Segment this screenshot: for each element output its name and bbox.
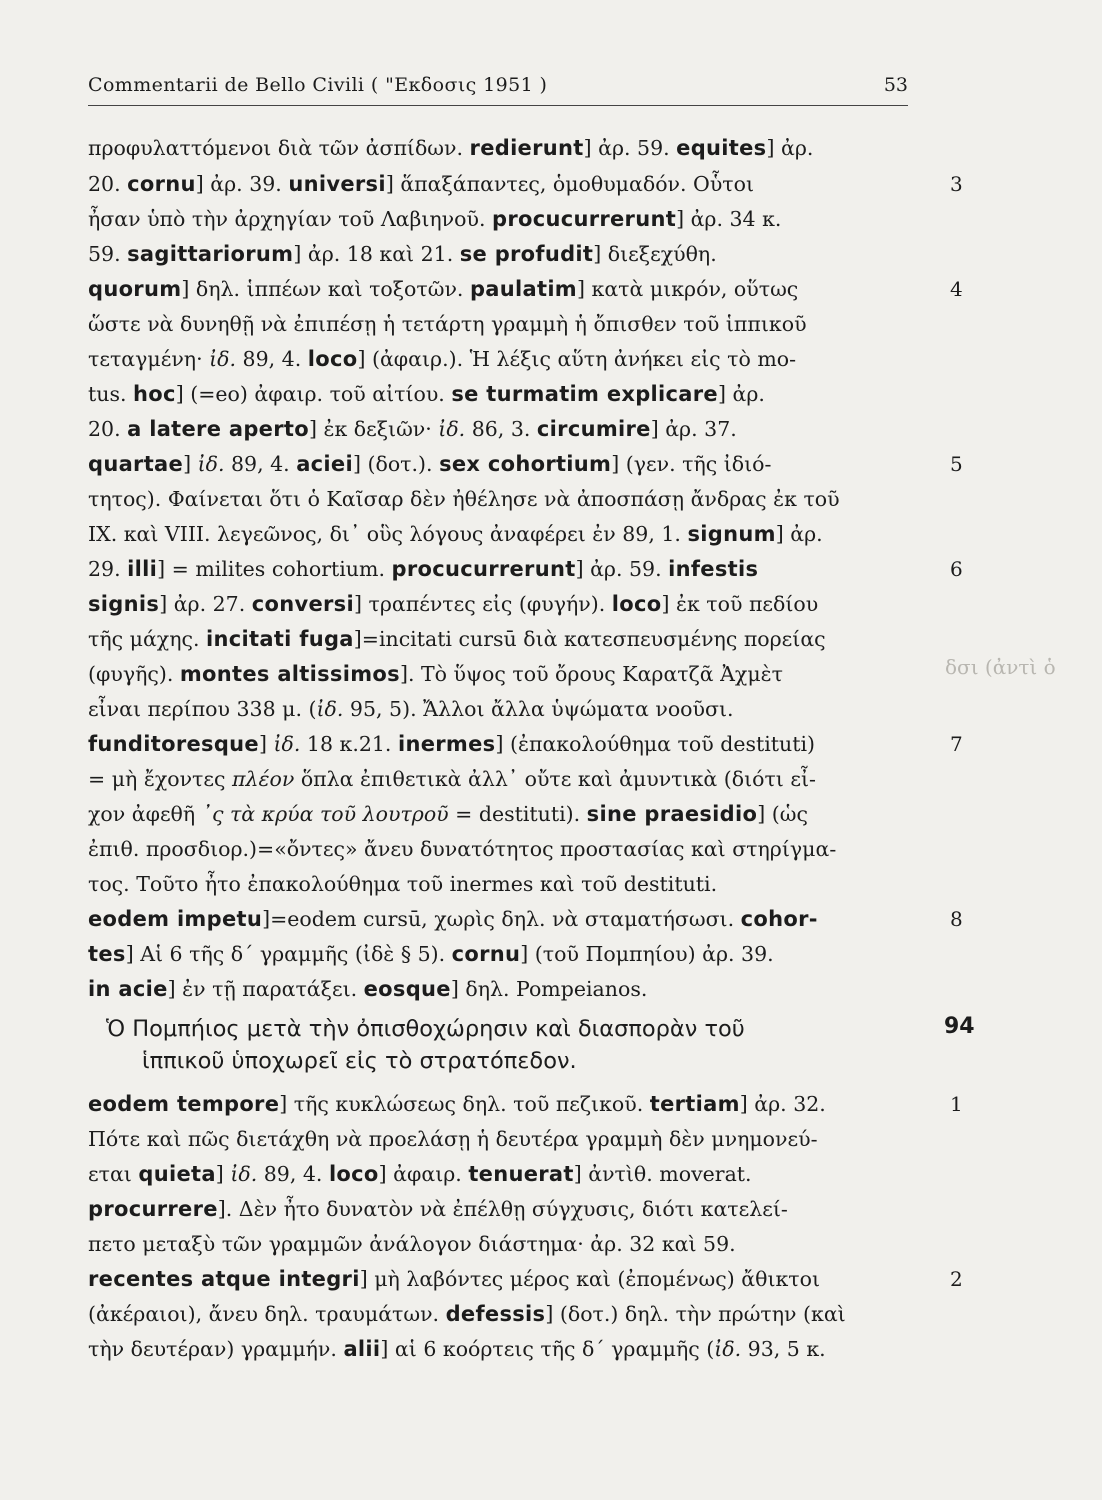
text-line: 20. a latere aperto] ἐκ δεξιῶν· ἰδ. 86, 3. circumire] ἀρ. 37.: [88, 417, 737, 441]
lemma: aciei: [296, 452, 353, 476]
show-through-text: δσι (ἀντὶ ὁ: [945, 655, 1056, 679]
text-line: funditoresque] ἰδ. 18 κ.21. inermes] (ἐπακολούθημα τοῦ destituti): [88, 732, 816, 756]
running-title: Commentarii de Bello Civili ( "Εκδοσις 1951 ): [88, 74, 548, 96]
lemma: se turmatim explicare: [451, 382, 718, 406]
section-heading-line: Ὁ Πομπήιος μετὰ τὴν ὀπισθοχώρησιν καὶ διασπορὰν τοῦ: [106, 1016, 745, 1042]
text-line: χον ἀφεθῆ ᾽ς τὰ κρύα τοῦ λουτροῦ = destituti). sine praesidio] (ὡς: [88, 802, 808, 826]
text-line: signis] ἀρ. 27. conversi] τραπέντες εἰς (φυγήν). loco] ἐκ τοῦ πεδίου: [88, 592, 819, 616]
text-line: procurrere]. Δὲν ἦτο δυνατὸν νὰ ἐπέλθῃ σύγχυσις, διότι κατελεί-: [88, 1197, 788, 1221]
text-line: Πότε καὶ πῶς διετάχθη νὰ προελάσῃ ἡ δευτέρα γραμμὴ δὲν μνημονεύ-: [88, 1127, 818, 1151]
lemma: sine praesidio: [586, 802, 758, 826]
text-line: τῆς μάχης. incitati fuga]=incitati cursū διὰ κατεσπευσμένης πορείας: [88, 627, 826, 651]
lemma: cohor-: [740, 907, 818, 931]
text-line: πετο μεταξὺ τῶν γραμμῶν ἀνάλογον διάστημα· ἀρ. 32 καὶ 59.: [88, 1232, 736, 1256]
lemma: eodem impetu: [88, 907, 263, 931]
text-line: ἐπιθ. προσδιορ.)=«ὄντες» ἄνευ δυνατότητος προστασίας καὶ στηρίγμα-: [88, 837, 837, 861]
chapter-number: 94: [944, 1014, 975, 1039]
text-line: 59. sagittariorum] ἀρ. 18 καὶ 21. se profudit] διεξεχύθη.: [88, 242, 717, 266]
margin-number: 1: [950, 1092, 963, 1116]
margin-number: 2: [950, 1267, 963, 1291]
text-line: eodem impetu]=eodem cursū, χωρὶς δηλ. νὰ σταματήσωσι. cohor-: [88, 907, 818, 931]
lemma: signum: [687, 522, 776, 546]
lemma: tertiam: [649, 1092, 740, 1116]
lemma: defessis: [445, 1302, 546, 1326]
section-heading: [106, 1013, 926, 1077]
lemma: hoc: [133, 382, 176, 406]
page-number: 53: [883, 74, 908, 96]
lemma: cornu: [127, 172, 196, 196]
lemma: in acie: [88, 977, 168, 1001]
text-line: εἶναι περίπου 338 μ. (ἰδ. 95, 5). Ἄλλοι ἄλλα ὑψώματα νοοῦσι.: [88, 697, 734, 721]
lemma: signis: [88, 592, 160, 616]
lemma: a latere aperto: [127, 417, 309, 441]
margin-number: 6: [950, 557, 963, 581]
header-rule: [88, 105, 908, 106]
text-line: tus. hoc] (=eo) ἀφαιρ. τοῦ αἰτίου. se turmatim explicare] ἀρ.: [88, 382, 765, 406]
margin-number: 8: [950, 907, 963, 931]
lemma: sagittariorum: [127, 242, 294, 266]
lemma: funditoresque: [88, 732, 259, 756]
lemma: sex cohortium: [439, 452, 612, 476]
lemma: procucurrerunt: [491, 207, 677, 231]
text-line: quartae] ἰδ. 89, 4. aciei] (δοτ.). sex cohortium] (γεν. τῆς ἰδιό-: [88, 452, 772, 476]
margin-number: 7: [950, 732, 963, 756]
lemma: procurrere: [88, 1197, 218, 1221]
lemma: eosque: [363, 977, 451, 1001]
text-line: 20. cornu] ἀρ. 39. universi] ἅπαξάπαντες, ὁμοθυμαδόν. Οὗτοι: [88, 172, 755, 196]
text-line: προφυλαττόμενοι διὰ τῶν ἀσπίδων. redierunt] ἀρ. 59. equites] ἀρ.: [88, 136, 814, 160]
lemma: loco: [328, 1162, 379, 1186]
lemma: se profudit: [459, 242, 594, 266]
text-line: tes] Αἱ 6 τῆς δ΄ γραμμῆς (ἰδὲ § 5). cornu] (τοῦ Πομπηίου) ἀρ. 39.: [88, 942, 774, 966]
margin-number: 3: [950, 172, 963, 196]
text-line: τὴν δευτέραν) γραμμήν. alii] αἱ 6 κοόρτεις τῆς δ΄ γραμμῆς (ἰδ. 93, 5 κ.: [88, 1337, 826, 1361]
text-line: (ἀκέραιοι), ἄνευ δηλ. τραυμάτων. defessis] (δοτ.) δηλ. τὴν πρώτην (καὶ: [88, 1302, 846, 1326]
lemma: inermes: [397, 732, 496, 756]
lemma: cornu: [451, 942, 521, 966]
lemma: incitati fuga: [206, 627, 354, 651]
text-line: recentes atque integri] μὴ λαβόντες μέρος καὶ (ἐπομένως) ἄθικτοι: [88, 1267, 821, 1291]
text-line: τεταγμένη· ἰδ. 89, 4. loco] (ἀφαιρ.). Ἡ λέξις αὕτη ἀνήκει εἰς τὸ mo-: [88, 347, 797, 371]
section-heading-line: ἱππικοῦ ὑποχωρεῖ εἰς τὸ στρατόπεδον.: [142, 1048, 577, 1074]
text-line: = μὴ ἔχοντες πλέον ὅπλα ἐπιθετικὰ ἀλλ᾽ οὔτε καὶ ἀμυντικὰ (διότι εἶ-: [88, 767, 816, 791]
lemma: paulatim: [469, 277, 577, 301]
text-line: εται quieta] ἰδ. 89, 4. loco] ἀφαιρ. tenuerat] ἀντὶθ. moverat.: [88, 1162, 752, 1186]
lemma: universi: [288, 172, 386, 196]
lemma: loco: [611, 592, 662, 616]
text-line: (φυγῆς). montes altissimos]. Τὸ ὕψος τοῦ ὄρους Καρατζᾶ Ἀχμὲτ: [88, 662, 784, 686]
text-line: quorum] δηλ. ἱππέων καὶ τοξοτῶν. paulatim] κατὰ μικρόν, οὕτως: [88, 277, 799, 301]
text-line: 29. illi] = milites cohortium. procucurrerunt] ἀρ. 59. infestis: [88, 557, 759, 581]
lemma: conversi: [251, 592, 354, 616]
text-line: in acie] ἐν τῇ παρατάξει. eosque] δηλ. Pompeianos.: [88, 977, 648, 1001]
text-line: IX. καὶ VIII. λεγεῶνος, δι᾽ οὓς λόγους ἀναφέρει ἐν 89, 1. signum] ἀρ.: [88, 522, 823, 546]
lemma: procucurrerunt: [391, 557, 576, 581]
lemma: recentes atque integri: [88, 1267, 360, 1291]
lemma: circumire: [536, 417, 651, 441]
lemma: quartae: [88, 452, 184, 476]
lemma: redierunt: [469, 136, 584, 160]
lemma: eodem tempore: [88, 1092, 280, 1116]
running-header: [88, 74, 908, 104]
lemma: montes altissimos: [179, 662, 400, 686]
lemma: alii: [343, 1337, 381, 1361]
text-line: τος. Τοῦτο ἦτο ἐπακολούθημα τοῦ inermes καὶ τοῦ destituti.: [88, 872, 718, 896]
lemma: equites: [676, 136, 767, 160]
lemma: quorum: [88, 277, 182, 301]
text-line: ἦσαν ὑπὸ τὴν ἀρχηγίαν τοῦ Λαβιηνοῦ. procucurrerunt] ἀρ. 34 κ.: [88, 207, 782, 231]
lemma: infestis: [668, 557, 759, 581]
lemma: tenuerat: [468, 1162, 574, 1186]
margin-number: 4: [950, 277, 963, 301]
lemma: illi: [127, 557, 158, 581]
lemma: loco: [307, 347, 358, 371]
text-line: τητος). Φαίνεται ὅτι ὁ Καῖσαρ δὲν ἠθέλησε νὰ ἀποσπάσῃ ἄνδρας ἐκ τοῦ: [88, 487, 840, 511]
lemma: quieta: [138, 1162, 216, 1186]
lemma: tes: [88, 942, 126, 966]
text-line: ὥστε νὰ δυνηθῇ νὰ ἐπιπέσῃ ἡ τετάρτη γραμμὴ ἡ ὄπισθεν τοῦ ἱππικοῦ: [88, 312, 807, 336]
margin-number: 5: [950, 452, 963, 476]
text-line: eodem tempore] τῆς κυκλώσεως δηλ. τοῦ πεζικοῦ. tertiam] ἀρ. 32.: [88, 1092, 826, 1116]
